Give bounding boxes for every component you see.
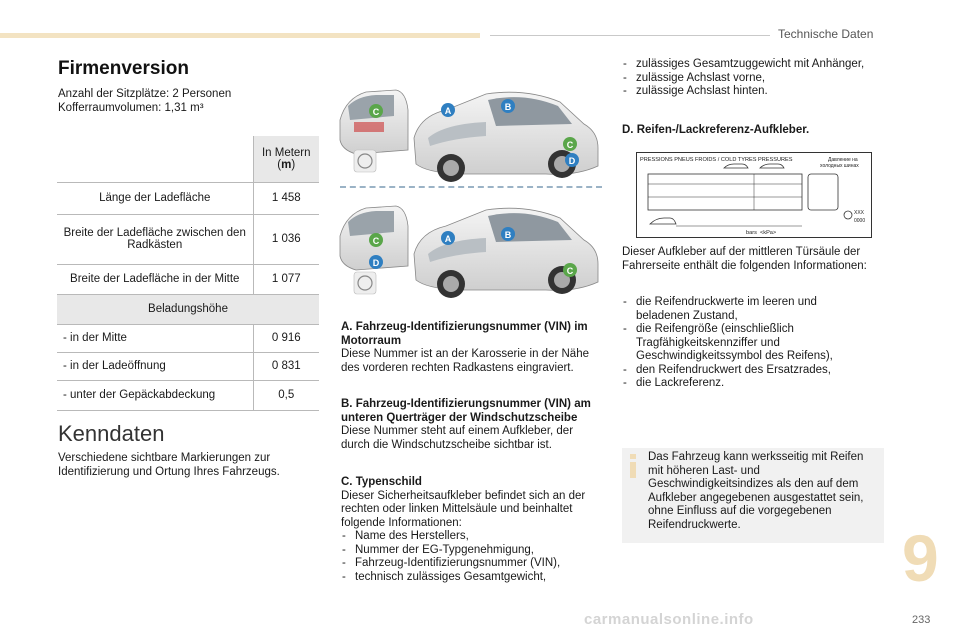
svg-text:A: A [444,106,452,116]
vin-engine-text: Diese Nummer ist an der Karosserie in der Nähe des vorderen rechten Radkastens eingraviert. [341,348,589,374]
table-row [57,214,319,264]
vin-engine-heading: A. Fahrzeug-Identifizierungsnummer (VIN) im Motorraum [341,321,588,347]
table-row [57,182,319,214]
table-row [57,352,319,380]
table-row [57,324,319,352]
seats-line: Anzahl der Sitzplätze: 2 Personen [58,88,232,100]
label-marker-b [501,227,515,241]
svg-text:C: C [372,107,380,117]
row-value: 0 916 [253,324,319,352]
kenndaten-title: Kenndaten [58,421,165,446]
svg-text:D: D [568,156,576,166]
row-value: 0 831 [253,352,319,380]
list-item: - den Reifendruckwert des Ersatzrades, [622,364,872,378]
type-plate-list [341,530,599,584]
sticker-title: PRESSIONS PNEUS FROIDS / COLD TYRES PRESSURES [640,157,793,163]
sticker-ru-line2: холодных шинах [820,163,859,169]
table-row [57,380,319,410]
load-height-header: Beladungshöhe [57,294,319,324]
label-marker-c [369,104,383,118]
type-plate-text: Dieser Sicherheitsaufkleber befindet sich an der rechten oder linken Mittelsäule und beinhaltet folgende Informationen: [341,489,586,529]
chapter-number: 9 [902,521,939,595]
svg-text:C: C [566,140,574,150]
info-text: Das Fahrzeug kann werksseitig mit Reifen mit höheren Last- und Geschwindigkeitsindizes als den auf dem Aufkleber angegebenen ausgestattet sein, ohne Einfluss auf die vorgegebenen Reifendruckwerte. [648,451,864,531]
figure-divider [340,186,602,188]
label-marker-d [369,255,383,269]
label-marker-b [501,99,515,113]
type-plate-heading: C. Typenschild [341,476,422,488]
sticker-kpa: <kPa> [760,230,777,236]
row-label: Länge der Ladefläche [57,182,253,214]
sticker-bars: bars [746,230,757,236]
list-item: - die Reifengröße (einschließlich Tragfähigkeitskennziffer und Geschwindigkeitssymbol des Reifens), [622,323,872,364]
row-label: Breite der Ladefläche zwischen den Radkästen [57,214,253,264]
firmenversion-title: Firmenversion [58,58,189,79]
svg-text:D: D [372,258,380,268]
unit-m: m [281,158,292,171]
label-marker-a [441,103,455,117]
list-item: - zulässige Achslast vorne, [622,72,872,86]
label-marker-d [565,153,579,167]
sticker-ru-line1: Давление на [828,157,858,163]
interior-inset [354,150,376,172]
svg-text:C: C [372,236,380,246]
svg-text:C: C [566,266,574,276]
list-item: - Fahrzeug-Identifizierungsnummer (VIN), [341,557,599,571]
vin-windscreen-section [341,398,599,452]
firmenversion-text [58,87,318,115]
label-marker-a [441,231,455,245]
list-item: - die Reifendruckwerte im leeren und beladenen Zustand, [622,296,872,323]
table-subheader-row [57,294,319,324]
info-icon [626,454,640,478]
info-box [622,448,884,543]
kenndaten-text: Verschiedene sichtbare Markierungen zur Identifizierung und Ortung Ihres Fahrzeugs. [58,452,280,478]
tyre-label-heading: D. Reifen-/Lackreferenz-Aufkleber. [622,124,810,136]
sticker-code2: 0000 [854,218,866,224]
row-value: 0,5 [253,380,319,410]
table-row [57,264,319,294]
unit-cell: In Metern (m) [253,136,319,182]
row-value: 1 077 [253,264,319,294]
row-value: 1 458 [253,182,319,214]
sticker-code1: XXX [854,210,865,216]
row-label: - unter der Gepäckabdeckung [57,380,253,410]
list-item: - Name des Herstellers, [341,530,599,544]
label-marker-c [369,233,383,247]
sticker-info-list [622,296,872,391]
type-plate-list-continued [622,58,872,99]
car-illustration-bottom [336,196,602,308]
label-marker-c [563,263,577,277]
type-plate-section [341,476,599,584]
header-accent-bar [0,33,480,38]
car-body-rear [340,90,408,154]
vin-engine-section [341,321,599,375]
boot-volume-line: Kofferraumvolumen: 1,31 m³ [58,102,204,114]
row-label: - in der Mitte [57,324,253,352]
row-label: - in der Ladeöffnung [57,352,253,380]
label-marker-c [563,137,577,151]
header-rule [490,35,770,36]
svg-text:B: B [504,102,512,112]
svg-text:A: A [444,234,452,244]
unit-label: In Metern [261,146,311,159]
dimensions-table [57,136,319,411]
list-item: - die Lackreferenz. [622,377,872,391]
car-body-front [414,208,598,298]
sticker-description: Dieser Aufkleber auf der mittleren Türsäule der Fahrerseite enthält die folgenden Informationen: [622,246,867,272]
svg-text:B: B [504,230,512,240]
watermark: carmanualsonline.info [584,611,754,628]
list-item: - zulässiges Gesamtzuggewicht mit Anhänger, [622,58,872,72]
row-label: Breite der Ladefläche in der Mitte [57,264,253,294]
list-item: - technisch zulässiges Gesamtgewicht, [341,571,599,585]
tyre-pressure-sticker [636,152,872,238]
page-number: 233 [912,614,931,626]
interior-inset [354,272,376,294]
list-item: - zulässige Achslast hinten. [622,85,872,99]
section-title: Technische Daten [778,27,874,41]
table-header-row [57,136,319,182]
vin-windscreen-heading: B. Fahrzeug-Identifizierungsnummer (VIN) am unteren Querträger der Windschutzscheibe [341,398,591,424]
vin-windscreen-text: Diese Nummer steht auf einem Aufkleber, der durch die Windschutzscheibe sichtbar ist. [341,425,574,451]
list-item: - Nummer der EG-Typgenehmigung, [341,544,599,558]
car-illustration-top [336,80,602,190]
row-value: 1 036 [253,214,319,264]
